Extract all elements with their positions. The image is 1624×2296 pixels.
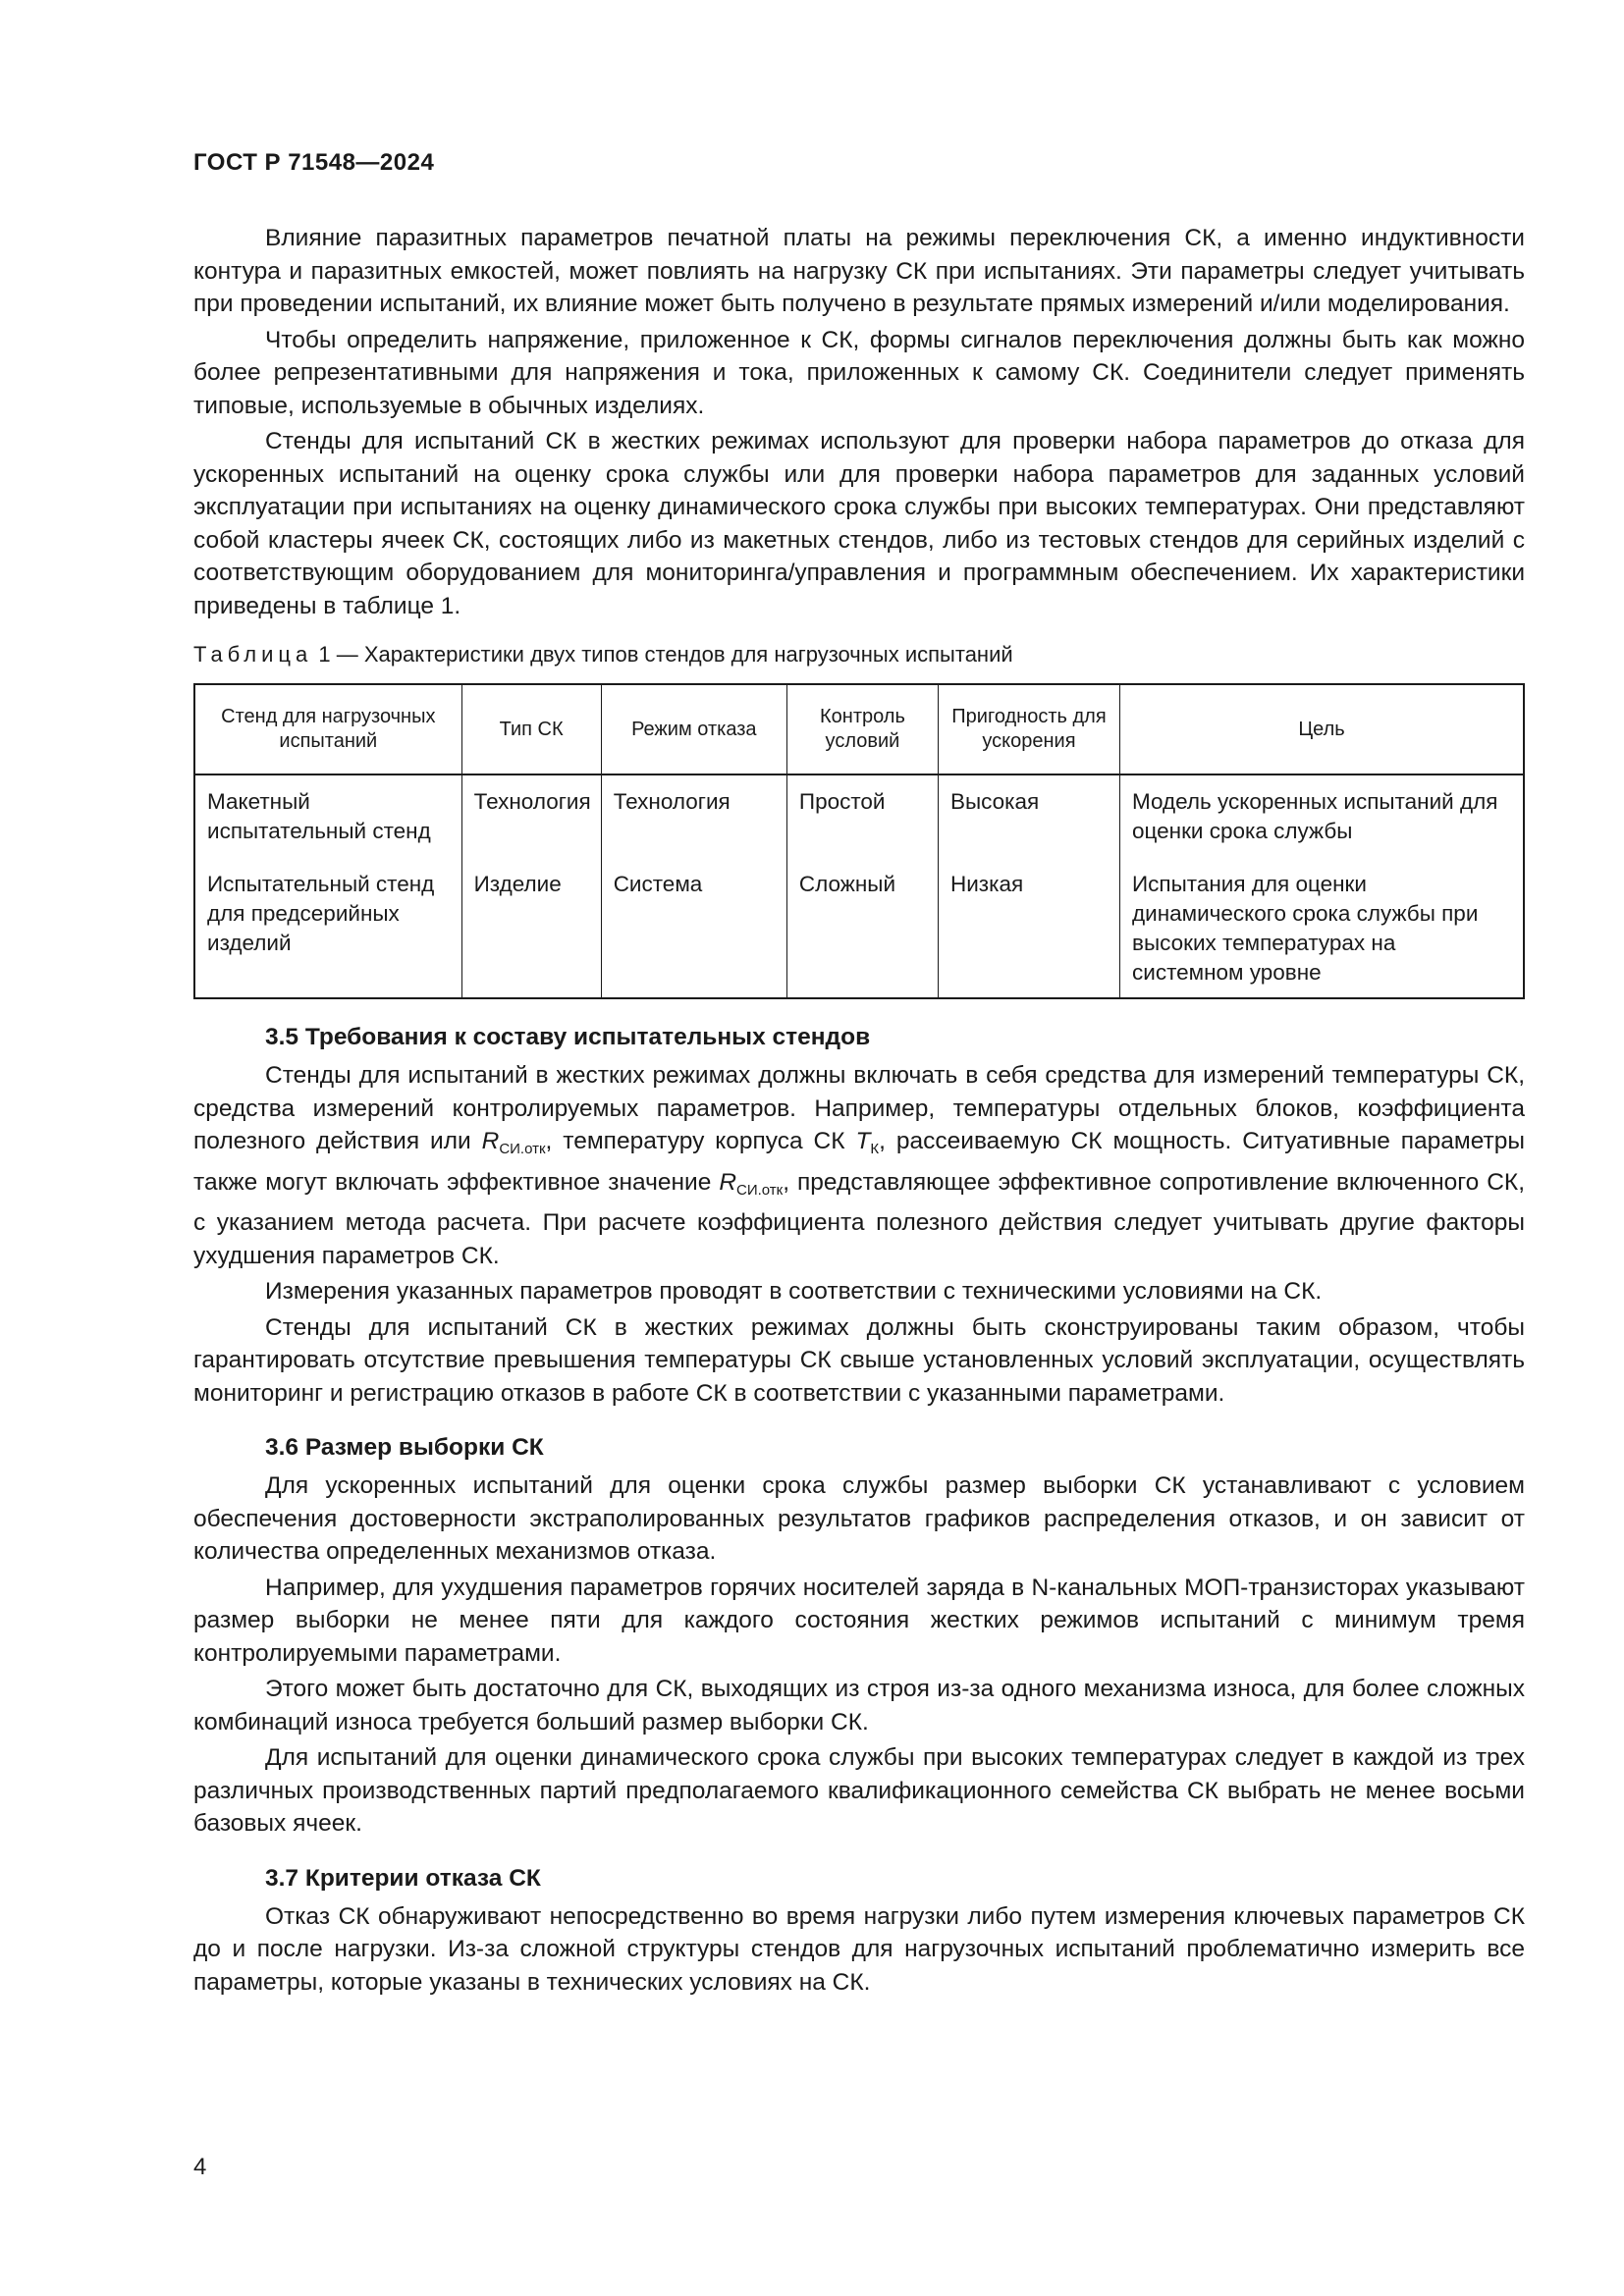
table-header-cell: Режим отказа — [601, 684, 786, 774]
table-cell: Простой — [786, 774, 938, 860]
paragraph: Измерения указанных параметров проводят в соответствии с техническими условиями на СК. — [265, 1278, 1323, 1305]
table-cell: Макетный испытательный стенд — [194, 774, 461, 860]
table-cell: Система — [601, 860, 786, 998]
document-body — [193, 222, 1525, 1999]
table-header-cell: Пригодность для ускорения — [938, 684, 1119, 774]
table-caption — [193, 640, 1525, 669]
table-header-cell: Контроль условий — [786, 684, 938, 774]
table-cell: Изделие — [461, 860, 601, 998]
table-header-cell: Стенд для нагрузочных испытаний — [194, 684, 461, 774]
subscript: К — [870, 1141, 880, 1157]
table-cell: Сложный — [786, 860, 938, 998]
table-cell: Технология — [461, 774, 601, 860]
paragraph: Влияние паразитных параметров печатной платы на режимы переключения СК, а именно индуктивности контура и паразитных емкостей, может повлиять на нагрузку СК при испытаниях. Эти параметры следует учитывать при проведении испытаний, их влияние может быть получено в результате прямых измерений и/или моделирования. — [193, 225, 1525, 317]
table-cell: Низкая — [938, 860, 1119, 998]
paragraph: Например, для ухудшения параметров горячих носителей заряда в N-канальных МОП-транзисторах указывают размер выборки не менее пяти для каждого состояния жестких режимов испытаний с минимум тремя контролируемыми параметрами. — [193, 1574, 1525, 1667]
table-row — [194, 860, 1524, 998]
subscript: СИ.отк — [736, 1181, 784, 1199]
document-header: ГОСТ Р 71548—2024 — [193, 149, 435, 176]
table-row — [194, 774, 1524, 860]
paragraph: Стенды для испытаний СК в жестких режимах должны быть сконструированы таким образом, чтобы гарантировать отсутствие превышения температуры СК свыше установленных условий эксплуатации, осуществлять мониторинг и регистрацию отказов в работе СК в соответствии с указанными параметрами. — [193, 1313, 1525, 1407]
text-run: , температуру корпуса СК — [545, 1128, 856, 1154]
section-heading-3-6: 3.6 Размер выборки СК — [265, 1434, 544, 1461]
text-run: , представляющее эффективное сопротивление включенного СК, с указанием метода расчета. При расчете коэффициента полезного действия следует учитывать другие факторы ухудшения параметров СК. — [193, 1168, 1526, 1269]
table-header-row — [194, 684, 1524, 774]
table-header-cell: Тип СК — [461, 684, 601, 774]
text-run: Стенды для испытаний в жестких режимах должны включать в себя средства для измерений температуры СК, средства измерений контролируемых параметров. Например, температуры отдельных блоков, коэффициента полезного действия или — [193, 1062, 1525, 1154]
paragraph — [193, 1059, 1525, 1272]
table-cell: Испытательный стенд для предсерийных изделий — [194, 860, 461, 998]
paragraph: Стенды для испытаний СК в жестких режимах используют для проверки набора параметров до отказа для ускоренных испытаний на оценку срока службы или для проверки набора параметров для заданных условий эксплуатации при испытаниях на оценку динамического срока службы при высоких температурах. Они представляют собой кластеры ячеек СК, состоящих либо из макетных стендов, либо из тестовых стендов для серийных изделий с соответствующим оборудованием для мониторинга/управления и программным обеспечением. Их характеристики приведены в таблице 1. — [193, 428, 1525, 619]
table-cell: Испытания для оценки динамического срока службы при высоких температурах на системном уровне — [1120, 860, 1525, 998]
section-heading-3-5: 3.5 Требования к составу испытательных стендов — [265, 1024, 871, 1050]
paragraph: Чтобы определить напряжение, приложенное к СК, формы сигналов переключения должны быть как можно более репрезентативными для напряжения и тока, приложенных к самому СК. Соединители следует применять типовые, используемые в обычных изделиях. — [193, 326, 1525, 419]
table-cell: Высокая — [938, 774, 1119, 860]
characteristics-table — [193, 683, 1525, 999]
table-caption-text: 1 — Характеристики двух типов стендов для нагрузочных испытаний — [312, 642, 1013, 667]
symbol: R — [719, 1168, 737, 1196]
paragraph: Этого может быть достаточно для СК, выходящих из строя из-за одного механизма износа, для более сложных комбинаций износа требуется больший размер выборки СК. — [193, 1676, 1525, 1735]
page-number: 4 — [193, 2154, 207, 2180]
symbol: R — [481, 1128, 500, 1154]
section-heading-3-7: 3.7 Критерии отказа СК — [265, 1864, 541, 1892]
table-caption-label: Таблица — [193, 642, 313, 667]
paragraph: Для испытаний для оценки динамического срока службы при высоких температурах следует в каждой из трех различных производственных партий предполагаемого квалификационного семейства СК выбрать не менее восьми базовых ячеек. — [193, 1744, 1525, 1837]
paragraph: Для ускоренных испытаний для оценки срока службы размер выборки СК устанавливают с условием обеспечения достоверности экстраполированных результатов графиков распределения отказов, и он зависит от количества определенных механизмов отказа. — [193, 1472, 1525, 1565]
table-cell: Модель ускоренных испытаний для оценки срока службы — [1120, 774, 1525, 860]
paragraph: Отказ СК обнаруживают непосредственно во время нагрузки либо путем измерения ключевых параметров СК до и после нагрузки. Из-за сложной структуры стендов для нагрузочных испытаний проблематично измерить все параметры, которые указаны в технических условиях на СК. — [193, 1902, 1525, 1996]
symbol: T — [855, 1128, 871, 1154]
text-run: , рассеиваемую СК мощность. Ситуативные параметры также могут включать эффективное значение — [193, 1128, 1525, 1196]
subscript: СИ.отк — [499, 1141, 546, 1157]
table-cell: Технология — [601, 774, 786, 860]
table-header-cell: Цель — [1120, 684, 1525, 774]
